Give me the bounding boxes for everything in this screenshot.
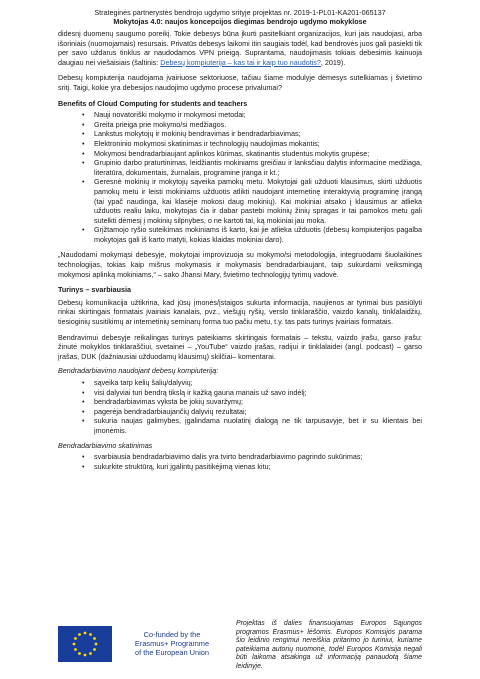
eu-star-icon xyxy=(74,648,77,651)
benefits-heading: Benefits of Cloud Computing for students and teachers xyxy=(58,98,248,108)
page-header xyxy=(58,8,422,26)
eu-star-icon xyxy=(93,637,96,640)
collab-tools-heading: Bendradarbiavimo naudojant debesų kompiuteriją: xyxy=(58,366,219,376)
eu-star-icon xyxy=(73,643,76,646)
eu-star-icon xyxy=(78,633,81,636)
list-item: • Lankstus mokytojų ir mokinių bendravimas ir bendradarbiavimas; xyxy=(94,129,422,139)
funding-disclaimer: Projektas iš dalies finansuojamas Europos Sąjungos programos Erasmus+ lėšomis. Europos Komisijos parama šio leidinio rengimui nereiškia pritarimo jo turiniui, kuriame pateikiama autorių nuomonė, todėl Europos Komisija negali būti laikoma atsakinga už informaciją panaudotą šiame leidinyje. xyxy=(236,620,422,670)
list-item: • Mokymosi bendradarbiaujant aplinkos kūrimas, skatinantis studentus mokytis grupėse; xyxy=(94,149,422,159)
list-item: • visi dalyviai turi bendrą tikslą ir kažką gauna manais už savo indėlį; xyxy=(94,388,422,398)
logo-line-2: Erasmus+ Programme xyxy=(134,639,210,648)
erasmus-logo xyxy=(58,626,228,662)
list-item: • Grupinio darbo praturtinimas, leidžiantis mokiniams greičiau ir lanksčiau dalytis informacine medžiaga, literatūra, dokumentais, žurnalais, programine įranga ir kt.; xyxy=(94,158,422,177)
content-paragraph-2: Bendravimui debesyje reikalingas turinys pateikiams skirtingais formatais – tekstu, vaizdo įrašu, garso įrašu: žinutė mokyklos tinklaraščiui, svetainei – „YouTube“ vaizdo įrašas, radijui ir tinklalaidei (angl. podcast) – garso įrašas, DUK (dažniausiai užduodamų klausimų) skilčiai– komentarai. xyxy=(58,332,422,361)
source-link[interactable]: Debesų kompiuterija – kas tai ir kaip tuo naudotis? xyxy=(160,57,321,67)
collab-promo-heading: Bendradarbiavimo skatinimas xyxy=(58,440,153,450)
eu-star-icon xyxy=(78,652,81,655)
list-item: • svarbiausia bendradarbiavimo dalis yra tvirto bendradarbiavimo pagrindo sukūrimas; xyxy=(94,452,422,462)
logo-line-3: of the European Union xyxy=(135,648,209,657)
eu-star-icon xyxy=(89,652,92,655)
eu-star-icon xyxy=(84,632,87,635)
project-number-line: Strateginės partnerystės bendrojo ugdymo srityje projektas nr. 2019-1-PL01-KA201-065137 xyxy=(94,8,386,17)
list-item: • sukuria naujas galimybes, įgalindama nuolatinį dialogą ne tik tarpusavyje, bet ir su klientais bei įmonėmis. xyxy=(94,416,422,435)
list-item: • pagerėja bendradarbiaujančių dalyvių rezultatai; xyxy=(94,407,422,417)
page-footer xyxy=(58,620,422,676)
project-title-line: Mokytojas 4.0: naujos koncepcijos diegimas bendrojo ugdymo mokyklose xyxy=(113,17,367,26)
list-item: • Grįžtamojo ryšio suteikimas mokiniams iš karto, kai jie atlieka užduotis (debesų kompiuterijos pagalba mokytojas gali iš karto matyti, kokias klaidas mokiniai daro). xyxy=(94,225,422,244)
eu-star-icon xyxy=(95,643,98,646)
list-item: • Geresnė mokinių ir mokytojų sąveika pamokų metu. Mokytojai gali užduoti klausimus, skirti užduotis pamokų metu ir leisti mokiniams užduotis atlikti naudojant internetinę interaktyvią programinę įrangą (tai ypač naudinga, kai klasėje mokosi daug mokinių). Kai mokiniai atsako į klausimus ar atlieka užduotis realiu laiku, mokytojas čia ir dabar pastebi mokinių žinių spragas ir tai pamokos metu gali sutelkti dėmesį į mokinių silpnybes, o ne kartoti tai, ką mokiniai jau moka. xyxy=(94,177,422,225)
sectors-paragraph: Debesų kompiuterija naudojama įvairiuose sektoriuose, tačiau šiame modulyje dėmesys sutelkiamas į švietimo sritį. Taigi, kokie yra debesijos naudojimo ugdymo procese privalumai? xyxy=(58,73,422,92)
list-item: • bendradarbiavimas vyksta be jokių suvaržymų; xyxy=(94,397,422,407)
list-item: • Elektroninio mokymosi skatinimas ir technologijų naudojimas mokantis; xyxy=(94,139,422,149)
logo-line-1: Co-funded by the xyxy=(143,630,201,639)
intro-text-end: , 2019). xyxy=(320,57,346,67)
eu-star-icon xyxy=(89,633,92,636)
eu-star-icon xyxy=(93,648,96,651)
list-item: • sukurkite struktūrą, kuri įgalintų pasitikėjimą vienas kitu; xyxy=(94,462,422,472)
eu-stars xyxy=(58,626,112,662)
intro-text: didesnį duomenų saugumo poreikį. Tokie debesys būna įkurti pasitelkiant organizacijos, kuri jais naudojasi, arba išoriniais (nuomojamais) resursais. Privatūs debesys laikomi itin saugiais todėl, kad bendrovės juos gali pasiekti tik per savo uždarus tinklus ar naudodamos VPN prieigą. Suprantama, naudojimasis tokiais debesimis kainuoja daugiau nei viešaisiais (šaltinis: xyxy=(58,29,422,67)
cofunded-text xyxy=(116,630,228,657)
intro-paragraph xyxy=(58,29,422,67)
list-item: • Nauji novatoriški mokymo ir mokymosi metodai; xyxy=(94,110,422,120)
content-heading: Turinys – svarbiausia xyxy=(58,285,131,295)
eu-star-icon xyxy=(84,654,87,657)
benefits-list xyxy=(58,110,422,244)
content-paragraph-1: Debesų komunikacija užtikrina, kad jūsų įmonės/įstaigos sukurta informacija, naujienos ar tyrimai bus pasiūlyti rinkai skirtingais formatais įvairiais kanalais, pvz., viešųjų ryšių, verslo tinklaraščio, vaizdo kanalų, tinklalaidžių, tiesioginių susitikimų ar internetinių seminarų forma tuo pačiu metu, t.y. tas pats turinys įvairiais formatais. xyxy=(58,297,422,327)
list-item: • Greita prieiga prie mokymo/si medžiagos. xyxy=(94,120,422,130)
list-item: • sąveika tarp kelių šalių/dalyvių; xyxy=(94,378,422,388)
quote-paragraph: „Naudodami mokymąsi debesyje, mokytojai improvizuoja su mokymo/si metodologija, integruodami šiuolaikines technologijas, tokias kaip mišrus mokymasis ir mokymasis bendradarbiaujant, taip sukurdami veiksmingą mokymosi aplinką mokiniams,“ – sako Jhansi Mary, švietimo technologijų tyrimų vadovė. xyxy=(58,250,422,279)
collab-tools-list xyxy=(58,378,422,436)
eu-flag-icon xyxy=(58,626,112,662)
collab-promo-list xyxy=(58,452,422,471)
eu-star-icon xyxy=(74,637,77,640)
